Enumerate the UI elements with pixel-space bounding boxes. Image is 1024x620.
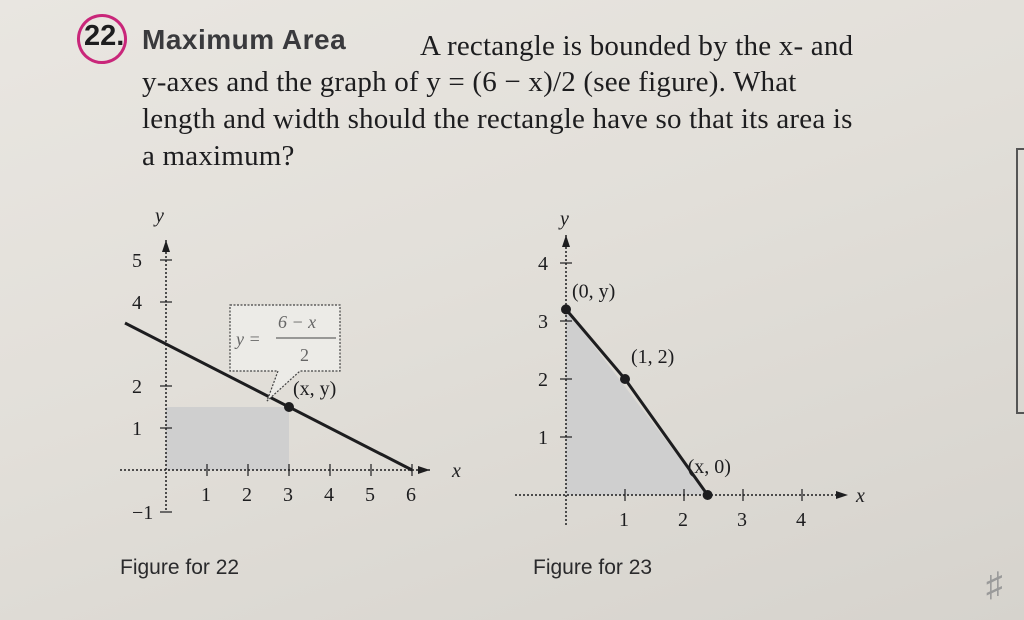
problem-text-line-3: length and width should the rectangle have so that its area is — [142, 103, 853, 135]
problem-number: 22. — [84, 20, 125, 52]
y-tick-label: 4 — [132, 292, 142, 314]
x-axis-arrow — [836, 491, 848, 499]
point-label: (x, y) — [293, 378, 337, 400]
problem-text-line-2: y-axes and the graph of y = (6 − x)/2 (see figure). What — [142, 66, 797, 98]
data-point — [703, 490, 713, 500]
problem-title: Maximum Area — [142, 24, 347, 55]
y-axis-label: y — [560, 208, 569, 230]
x-axis-label: x — [452, 460, 461, 482]
callout-denominator: 2 — [300, 345, 309, 365]
x-tick-label: 3 — [737, 509, 747, 531]
x-tick-label: 1 — [619, 509, 629, 531]
x-tick-label: 4 — [324, 484, 334, 506]
x-tick-label: 1 — [201, 484, 211, 506]
x-axis-arrow — [418, 466, 430, 474]
point-x-y — [284, 402, 294, 412]
callout-numerator: 6 − x — [278, 312, 317, 332]
data-point — [620, 374, 630, 384]
x-tick-label: 6 — [406, 484, 416, 506]
figure-23-graph — [515, 195, 915, 555]
point-label: (1, 2) — [631, 346, 675, 368]
x-tick-label: 5 — [365, 484, 375, 506]
data-point — [561, 304, 571, 314]
y-tick-label: 3 — [538, 311, 548, 333]
problem-text-line-4: a maximum? — [142, 140, 295, 172]
figure-23-caption: Figure for 23 — [533, 556, 653, 579]
figure-22-graph — [100, 195, 580, 555]
y-axis-arrow — [162, 240, 170, 252]
x-tick-label: 3 — [283, 484, 293, 506]
point-label: (x, 0) — [687, 456, 731, 478]
figures-area — [0, 190, 1024, 620]
callout-lhs: y = — [236, 329, 261, 349]
x-tick-label: 4 — [796, 509, 806, 531]
x-axis-label: x — [856, 485, 865, 507]
corner-logo-icon: ♯ — [986, 566, 1003, 604]
y-tick-label: 4 — [538, 253, 548, 275]
point-label: (0, y) — [572, 280, 616, 303]
y-axis-arrow — [562, 235, 570, 247]
shaded-rectangle — [166, 407, 289, 470]
figure-22-caption: Figure for 22 — [120, 556, 240, 579]
problem-text-line-1: A rectangle is bounded by the x- and — [420, 30, 854, 62]
y-tick-label: 1 — [538, 427, 548, 449]
y-tick-label: 2 — [132, 376, 142, 398]
y-tick-label: 2 — [538, 369, 548, 391]
x-tick-label: 2 — [242, 484, 252, 506]
y-tick-label: 1 — [132, 418, 142, 440]
y-axis-label: y — [155, 205, 164, 227]
problem-statement — [0, 0, 1024, 190]
y-tick-label: −1 — [132, 502, 154, 524]
y-tick-label: 5 — [132, 250, 142, 272]
x-tick-label: 2 — [678, 509, 688, 531]
